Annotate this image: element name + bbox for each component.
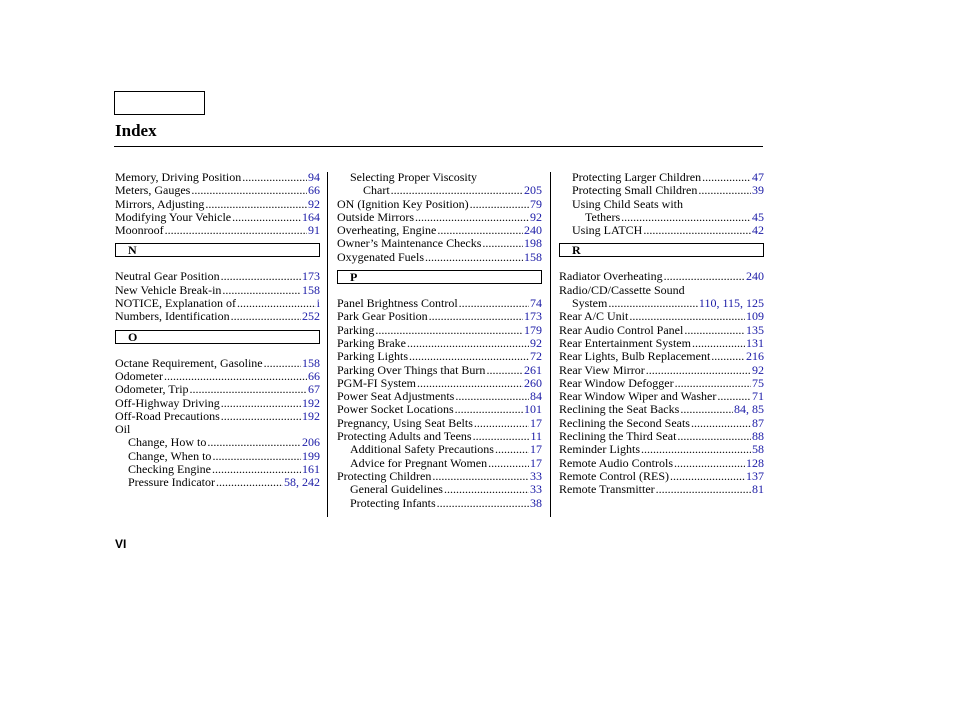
- leader-dots: [191, 184, 307, 197]
- page-link[interactable]: 110, 115, 125: [698, 296, 764, 311]
- page-link[interactable]: 66: [308, 183, 320, 198]
- page-link[interactable]: 74: [530, 296, 542, 311]
- leader-dots: [264, 357, 301, 370]
- leader-dots: [717, 390, 751, 403]
- entry-label: Parking: [337, 322, 375, 337]
- entry-label: NOTICE, Explanation of: [115, 296, 236, 311]
- entry-label: New Vehicle Break-in: [115, 282, 222, 297]
- index-entry: [337, 470, 542, 483]
- leader-dots: [417, 377, 523, 390]
- page-link[interactable]: 66: [308, 368, 320, 383]
- index-entry: [337, 211, 542, 224]
- page-link[interactable]: 17: [530, 455, 542, 470]
- entry-label: Power Seat Adjustments: [337, 389, 455, 404]
- index-entry: [337, 297, 542, 310]
- entry-label: Reclining the Seat Backs: [559, 402, 680, 417]
- index-entry: [115, 184, 320, 197]
- entry-label: Off-Road Precautions: [115, 408, 220, 423]
- page-link[interactable]: 240: [524, 223, 542, 238]
- entry-label: Numbers, Identification: [115, 309, 230, 324]
- leader-dots: [207, 436, 301, 449]
- entry-label: Checking Engine: [128, 462, 211, 477]
- index-entry: [559, 470, 764, 483]
- page-link[interactable]: 75: [752, 375, 764, 390]
- leader-dots: [221, 410, 301, 423]
- page-link[interactable]: 88: [752, 429, 764, 444]
- leader-dots: [680, 403, 733, 416]
- index-entry: [115, 383, 320, 396]
- page-link[interactable]: 92: [530, 209, 542, 224]
- leader-dots: [391, 184, 523, 197]
- leader-dots: [455, 390, 529, 403]
- index-entry: [559, 270, 764, 283]
- page-link[interactable]: 92: [752, 362, 764, 377]
- entry-label: Reclining the Third Seat: [559, 429, 677, 444]
- leader-dots: [415, 211, 529, 224]
- index-heading: Using Child Seats with: [572, 196, 684, 211]
- index-entry: [337, 430, 542, 443]
- page-link[interactable]: 135: [746, 322, 764, 337]
- leader-dots: [474, 417, 529, 430]
- index-entry: [337, 457, 542, 470]
- index-entry: [337, 377, 542, 390]
- index-entry: [115, 397, 320, 410]
- index-entry: [559, 324, 764, 337]
- leader-dots: [629, 310, 745, 323]
- page-link[interactable]: 94: [308, 170, 320, 184]
- page-link[interactable]: 131: [746, 335, 764, 350]
- section-letter-header: N: [115, 243, 320, 257]
- index-entry: [115, 410, 320, 423]
- page-link[interactable]: 137: [746, 468, 764, 483]
- entry-label: Protecting Adults and Teens: [337, 429, 472, 444]
- page-link[interactable]: 42: [752, 223, 764, 238]
- index-entry: [559, 483, 764, 496]
- leader-dots: [656, 483, 751, 496]
- page-link[interactable]: 92: [308, 196, 320, 211]
- entry-label: Power Socket Locations: [337, 402, 454, 417]
- entry-label: Rear Entertainment System: [559, 335, 691, 350]
- page-link[interactable]: 58: [752, 442, 764, 457]
- section-letter-header: O: [115, 330, 320, 344]
- page-link[interactable]: 173: [524, 309, 542, 324]
- page-link[interactable]: 158: [524, 249, 542, 264]
- leader-dots: [675, 377, 751, 390]
- index-entry: [115, 310, 320, 323]
- index-entry: [337, 224, 542, 237]
- entry-label: Parking Over Things that Burn: [337, 362, 486, 377]
- entry-label: Odometer: [115, 368, 163, 383]
- index-entry: [559, 211, 764, 224]
- page-link[interactable]: 84: [530, 389, 542, 404]
- index-entry: [559, 430, 764, 443]
- index-entry: [115, 198, 320, 211]
- entry-label: ON (Ignition Key Position): [337, 196, 469, 211]
- entry-label: Neutral Gear Position: [115, 269, 220, 284]
- leader-dots: [242, 171, 307, 184]
- entry-label: Reclining the Second Seats: [559, 415, 690, 430]
- index-entry: [115, 436, 320, 449]
- leader-dots: [231, 310, 301, 323]
- index-entry: [115, 224, 320, 237]
- page-link[interactable]: 199: [302, 448, 320, 463]
- entry-label: Rear View Mirror: [559, 362, 645, 377]
- leader-dots: [455, 403, 523, 416]
- page-link[interactable]: 38: [530, 495, 542, 510]
- index-entry: [115, 211, 320, 224]
- entry-label: Memory, Driving Position: [115, 170, 242, 184]
- index-heading: Radio/CD/Cassette Sound: [559, 282, 685, 297]
- page-link[interactable]: 109: [746, 309, 764, 324]
- entry-label: Protecting Small Children: [572, 183, 698, 198]
- leader-dots: [232, 211, 301, 224]
- entry-label: Outside Mirrors: [337, 209, 414, 224]
- leader-dots: [459, 297, 529, 310]
- entry-label: System: [572, 296, 608, 311]
- index-entry: [337, 337, 542, 350]
- entry-label: Remote Transmitter: [559, 482, 655, 497]
- page-link[interactable]: 67: [308, 382, 320, 397]
- index-entry: [337, 483, 542, 496]
- entry-label: Moonroof: [115, 223, 164, 238]
- page-link[interactable]: 260: [524, 375, 542, 390]
- index-heading: Selecting Proper Viscosity: [350, 170, 478, 184]
- page-link[interactable]: 158: [302, 282, 320, 297]
- index-entry: [337, 198, 542, 211]
- leader-dots: [237, 297, 316, 310]
- index-entry: [337, 417, 542, 430]
- entry-label: Mirrors, Adjusting: [115, 196, 205, 211]
- page-number: VI: [115, 537, 127, 551]
- index-entry: [559, 350, 764, 363]
- leader-dots: [212, 463, 301, 476]
- index-entry: [559, 403, 764, 416]
- section-letter-header: R: [559, 243, 764, 257]
- leader-dots: [190, 383, 307, 396]
- index-entry: [337, 364, 542, 377]
- page-link[interactable]: 205: [524, 183, 542, 198]
- entry-label: Rear Window Wiper and Washer: [559, 389, 717, 404]
- page-link[interactable]: 45: [752, 209, 764, 224]
- page-link[interactable]: 173: [302, 269, 320, 284]
- page-link[interactable]: 47: [752, 170, 764, 184]
- column-divider: [550, 172, 551, 517]
- page-link[interactable]: 161: [302, 462, 320, 477]
- index-entry: [115, 463, 320, 476]
- entry-label: Oxygenated Fuels: [337, 249, 424, 264]
- entry-label: Rear Lights, Bulb Replacement: [559, 349, 711, 364]
- entry-label: Octane Requirement, Gasoline: [115, 355, 263, 370]
- leader-dots: [643, 224, 751, 237]
- page-link[interactable]: 11: [530, 429, 542, 444]
- page-title: Index: [115, 121, 157, 140]
- leader-dots: [670, 470, 745, 483]
- page-link[interactable]: 58, 242: [284, 475, 320, 490]
- page-link[interactable]: 128: [746, 455, 764, 470]
- page-link[interactable]: 91: [308, 223, 320, 238]
- section-letter-header: P: [337, 270, 542, 284]
- page-link[interactable]: 252: [302, 309, 320, 324]
- index-entry: [559, 457, 764, 470]
- entry-label: Rear Audio Control Panel: [559, 322, 684, 337]
- leader-dots: [677, 430, 751, 443]
- index-entry: [559, 443, 764, 456]
- index-entry: [337, 497, 542, 510]
- index-entry: [559, 171, 764, 184]
- leader-dots: [432, 470, 529, 483]
- entry-label: Remote Audio Controls: [559, 455, 673, 470]
- leader-dots: [488, 457, 529, 470]
- entry-label: Protecting Infants: [350, 495, 436, 510]
- entry-label: Radiator Overheating: [559, 269, 663, 284]
- entry-label: Reminder Lights: [559, 442, 640, 457]
- entry-label: Additional Safety Precautions: [350, 442, 494, 457]
- page-link[interactable]: 192: [302, 408, 320, 423]
- entry-label: Tethers: [585, 209, 621, 224]
- page-link[interactable]: 84, 85: [734, 402, 764, 417]
- leader-dots: [674, 457, 745, 470]
- entry-label: Owner’s Maintenance Checks: [337, 236, 482, 251]
- index-entry: [115, 476, 320, 489]
- leader-dots: [470, 198, 529, 211]
- leader-dots: [698, 184, 751, 197]
- entry-label: Protecting Larger Children: [572, 170, 702, 184]
- index-entry: [559, 364, 764, 377]
- page-link[interactable]: 33: [530, 482, 542, 497]
- leader-dots: [205, 198, 307, 211]
- entry-label: Meters, Gauges: [115, 183, 191, 198]
- leader-dots: [711, 350, 745, 363]
- index-entry: [559, 337, 764, 350]
- leader-dots: [164, 370, 307, 383]
- entry-label: Panel Brightness Control: [337, 296, 458, 311]
- entry-label: Overheating, Engine: [337, 223, 437, 238]
- leader-dots: [486, 364, 523, 377]
- page-link[interactable]: 198: [524, 236, 542, 251]
- page-link[interactable]: 17: [530, 415, 542, 430]
- entry-label: PGM-FI System: [337, 375, 417, 390]
- page-link[interactable]: 39: [752, 183, 764, 198]
- page-link[interactable]: 192: [302, 395, 320, 410]
- leader-dots: [646, 364, 751, 377]
- page-link[interactable]: i: [316, 296, 320, 311]
- leader-dots: [375, 324, 523, 337]
- page-link[interactable]: 79: [530, 196, 542, 211]
- page-link[interactable]: 206: [302, 435, 320, 450]
- leader-dots: [495, 443, 529, 456]
- page-link[interactable]: 81: [752, 482, 764, 497]
- index-column-2: [337, 171, 542, 510]
- entry-label: Change, How to: [128, 435, 207, 450]
- index-entry: [337, 251, 542, 264]
- page-link[interactable]: 17: [530, 442, 542, 457]
- leader-dots: [702, 171, 751, 184]
- index-entry: [337, 390, 542, 403]
- leader-dots: [641, 443, 751, 456]
- page-link[interactable]: 158: [302, 355, 320, 370]
- leader-dots: [437, 224, 523, 237]
- index-entry: [337, 443, 542, 456]
- index-entry: [115, 370, 320, 383]
- page-link[interactable]: 164: [302, 209, 320, 224]
- entry-label: Remote Control (RES): [559, 468, 669, 483]
- entry-label: Park Gear Position: [337, 309, 428, 324]
- index-entry: [337, 310, 542, 323]
- index-entry: [115, 297, 320, 310]
- entry-label: Parking Brake: [337, 335, 406, 350]
- entry-label: Modifying Your Vehicle: [115, 209, 232, 224]
- index-entry: [559, 390, 764, 403]
- entry-label: Off-Highway Driving: [115, 395, 220, 410]
- leader-dots: [222, 284, 301, 297]
- entry-label: Advice for Pregnant Women: [350, 455, 488, 470]
- entry-label: Pressure Indicator: [128, 475, 215, 490]
- entry-label: Using LATCH: [572, 223, 643, 238]
- index-entry: [559, 297, 764, 310]
- page-link[interactable]: 87: [752, 415, 764, 430]
- index-entry: [559, 184, 764, 197]
- leader-dots: [409, 350, 529, 363]
- entry-label: Rear A/C Unit: [559, 309, 629, 324]
- page-link[interactable]: 101: [524, 402, 542, 417]
- entry-label: Change, When to: [128, 448, 212, 463]
- leader-dots: [425, 251, 523, 264]
- index-entry: [559, 224, 764, 237]
- leader-dots: [608, 297, 698, 310]
- leader-dots: [684, 324, 745, 337]
- leader-dots: [221, 397, 301, 410]
- column-divider: [327, 172, 328, 517]
- title-rule: [114, 146, 763, 147]
- leader-dots: [212, 450, 301, 463]
- leader-dots: [473, 430, 530, 443]
- index-entry: [115, 450, 320, 463]
- page-link[interactable]: 33: [530, 468, 542, 483]
- entry-label: Chart: [363, 183, 390, 198]
- leader-dots: [221, 270, 301, 283]
- leader-dots: [444, 483, 529, 496]
- index-entry: [337, 184, 542, 197]
- index-entry: [337, 324, 542, 337]
- leader-dots: [664, 270, 745, 283]
- entry-label: Pregnancy, Using Seat Belts: [337, 415, 473, 430]
- index-column-1: [115, 171, 320, 490]
- index-entry: [337, 237, 542, 250]
- index-entry: [337, 403, 542, 416]
- leader-dots: [437, 497, 529, 510]
- page-link[interactable]: 71: [752, 389, 764, 404]
- leader-dots: [482, 237, 523, 250]
- entry-label: Rear Window Defogger: [559, 375, 674, 390]
- page-link[interactable]: 92: [530, 335, 542, 350]
- index-entry: [115, 284, 320, 297]
- leader-dots: [692, 337, 745, 350]
- index-entry: [115, 171, 320, 184]
- index-entry: [115, 357, 320, 370]
- leader-dots: [216, 476, 283, 489]
- index-entry: [559, 417, 764, 430]
- page-link[interactable]: 261: [524, 362, 542, 377]
- index-entry: [337, 350, 542, 363]
- index-column-3: [559, 171, 764, 497]
- leader-dots: [621, 211, 751, 224]
- page-link[interactable]: 179: [524, 322, 542, 337]
- entry-label: Protecting Children: [337, 468, 432, 483]
- index-entry: [559, 377, 764, 390]
- entry-label: Odometer, Trip: [115, 382, 189, 397]
- leader-dots: [165, 224, 307, 237]
- leader-dots: [429, 310, 523, 323]
- page-link[interactable]: 72: [530, 349, 542, 364]
- index-entry: [559, 310, 764, 323]
- leader-dots: [407, 337, 529, 350]
- index-heading: Oil: [115, 422, 131, 437]
- index-tab-box: [114, 91, 205, 115]
- page-link[interactable]: 240: [746, 269, 764, 284]
- index-entry: [115, 270, 320, 283]
- leader-dots: [691, 417, 751, 430]
- entry-label: General Guidelines: [350, 482, 443, 497]
- page-link[interactable]: 216: [746, 349, 764, 364]
- entry-label: Parking Lights: [337, 349, 408, 364]
